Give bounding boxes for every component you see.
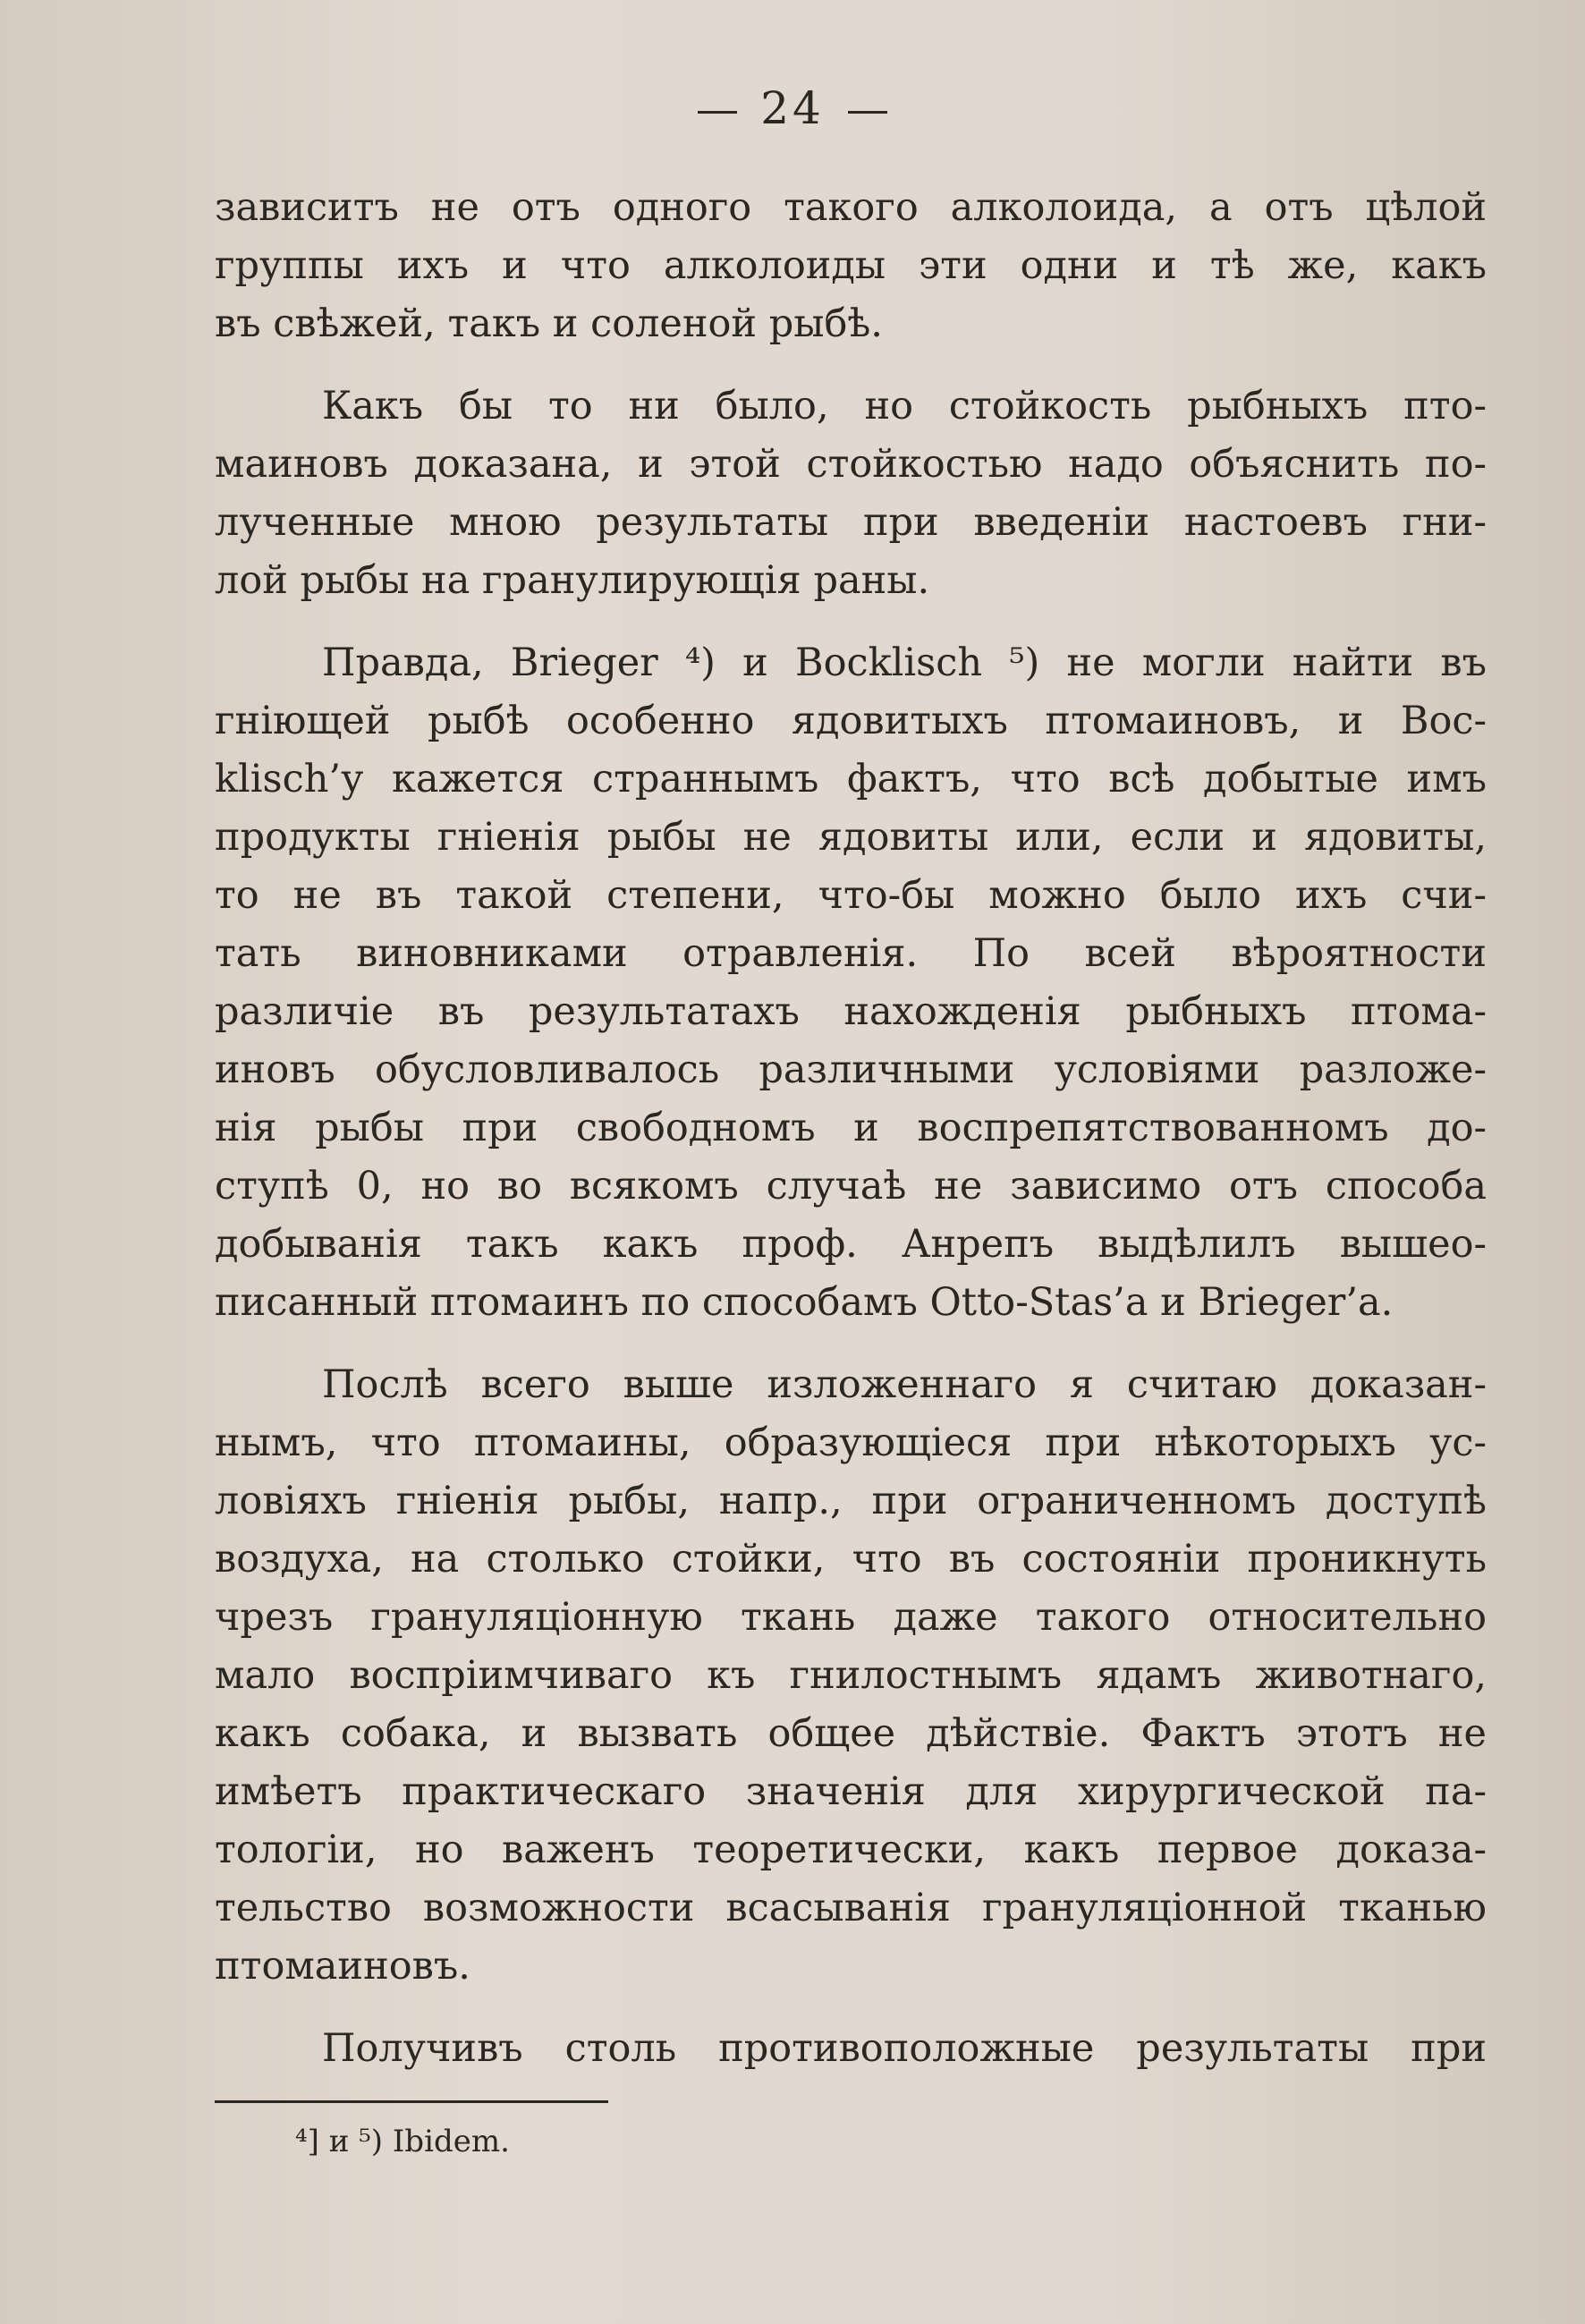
text-line: гніющей рыбѣ особенно ядовитыхъ птомаиновъ, и Boc-	[215, 699, 1487, 743]
text-line: ловіяхъ гніенія рыбы, напр., при ограниченномъ доступѣ	[215, 1479, 1487, 1523]
text-line: лой рыбы на гранулирующія раны.	[215, 558, 930, 603]
text-line: лученные мною результаты при введеніи настоевъ гни-	[215, 500, 1487, 545]
paragraph-5	[215, 2020, 1487, 2078]
text-line: тать виновниками отравленія. По всей вѣроятности	[215, 931, 1487, 976]
text-line: иновъ обусловливалось различными условіями разложе-	[215, 1047, 1487, 1092]
text-line: тологіи, но важенъ теоретически, какъ первое доказа-	[215, 1828, 1487, 1872]
text-line: писанный птомаинъ по способамъ Otto-Stas’a и Brieger’a.	[215, 1280, 1394, 1325]
text-line: Какъ бы то ни было, но стойкость рыбныхъ пто-	[322, 384, 1487, 428]
dash-left	[698, 111, 737, 114]
text-line: различіе въ результатахъ нахожденія рыбныхъ птома-	[215, 989, 1487, 1034]
paragraph-4	[215, 1356, 1487, 1996]
text-line: мало воспріимчиваго къ гнилостнымъ ядамъ животнаго,	[215, 1653, 1487, 1698]
text-line: птомаиновъ.	[215, 1944, 470, 1989]
paragraph-2	[215, 377, 1487, 610]
text-line: имѣетъ практическаго значенія для хирургической па-	[215, 1769, 1487, 1814]
paragraph-1	[215, 179, 1487, 353]
paragraph-3	[215, 634, 1487, 1332]
text-line: то не въ такой степени, что-бы можно было ихъ счи-	[215, 873, 1487, 918]
footnote: ⁴] и ⁵) Ibidem.	[295, 2124, 510, 2159]
text-line: въ свѣжей, такъ и соленой рыбѣ.	[215, 301, 883, 346]
page-number	[0, 82, 1585, 134]
text-line: группы ихъ и что алколоиды эти одни и тѣ же, какъ	[215, 243, 1487, 288]
text-line: маиновъ доказана, и этой стойкостью надо объяснить по-	[215, 442, 1487, 487]
text-line: тельство возможности всасыванія грануляціонной тканью	[215, 1886, 1487, 1930]
text-line: klisch’у кажется страннымъ фактъ, что всѣ добытые имъ	[215, 757, 1487, 802]
dash-right	[848, 111, 887, 114]
text-line: Правда, Brieger ⁴) и Bocklisch ⁵) не могли найти въ	[322, 640, 1487, 685]
text-line: Послѣ всего выше изложеннаго я считаю доказан-	[322, 1362, 1487, 1407]
body-text	[215, 179, 1487, 2102]
text-line: нымъ, что птомаины, образующіеся при нѣкоторыхъ ус-	[215, 1421, 1487, 1465]
text-line: зависитъ не отъ одного такого алколоида, а отъ цѣлой	[215, 185, 1487, 230]
text-line: чрезъ грануляціонную ткань даже такого относительно	[215, 1595, 1487, 1640]
text-line: нія рыбы при свободномъ и воспрепятствованномъ до-	[215, 1106, 1487, 1150]
text-line: Получивъ столь противоположные результаты при	[322, 2026, 1487, 2071]
text-line: воздуха, на столько стойки, что въ состояніи проникнуть	[215, 1537, 1487, 1582]
text-line: какъ собака, и вызвать общее дѣйствіе. Фактъ этотъ не	[215, 1711, 1487, 1756]
text-line: добыванія такъ какъ проф. Анрепъ выдѣлилъ вышео-	[215, 1222, 1487, 1267]
text-line: ступѣ 0, но во всякомъ случаѣ не зависимо отъ способа	[215, 1164, 1487, 1209]
text-line: продукты гніенія рыбы не ядовиты или, если и ядовиты,	[215, 815, 1487, 860]
page-number-value: 24	[760, 82, 825, 134]
footnote-divider	[215, 2100, 608, 2103]
